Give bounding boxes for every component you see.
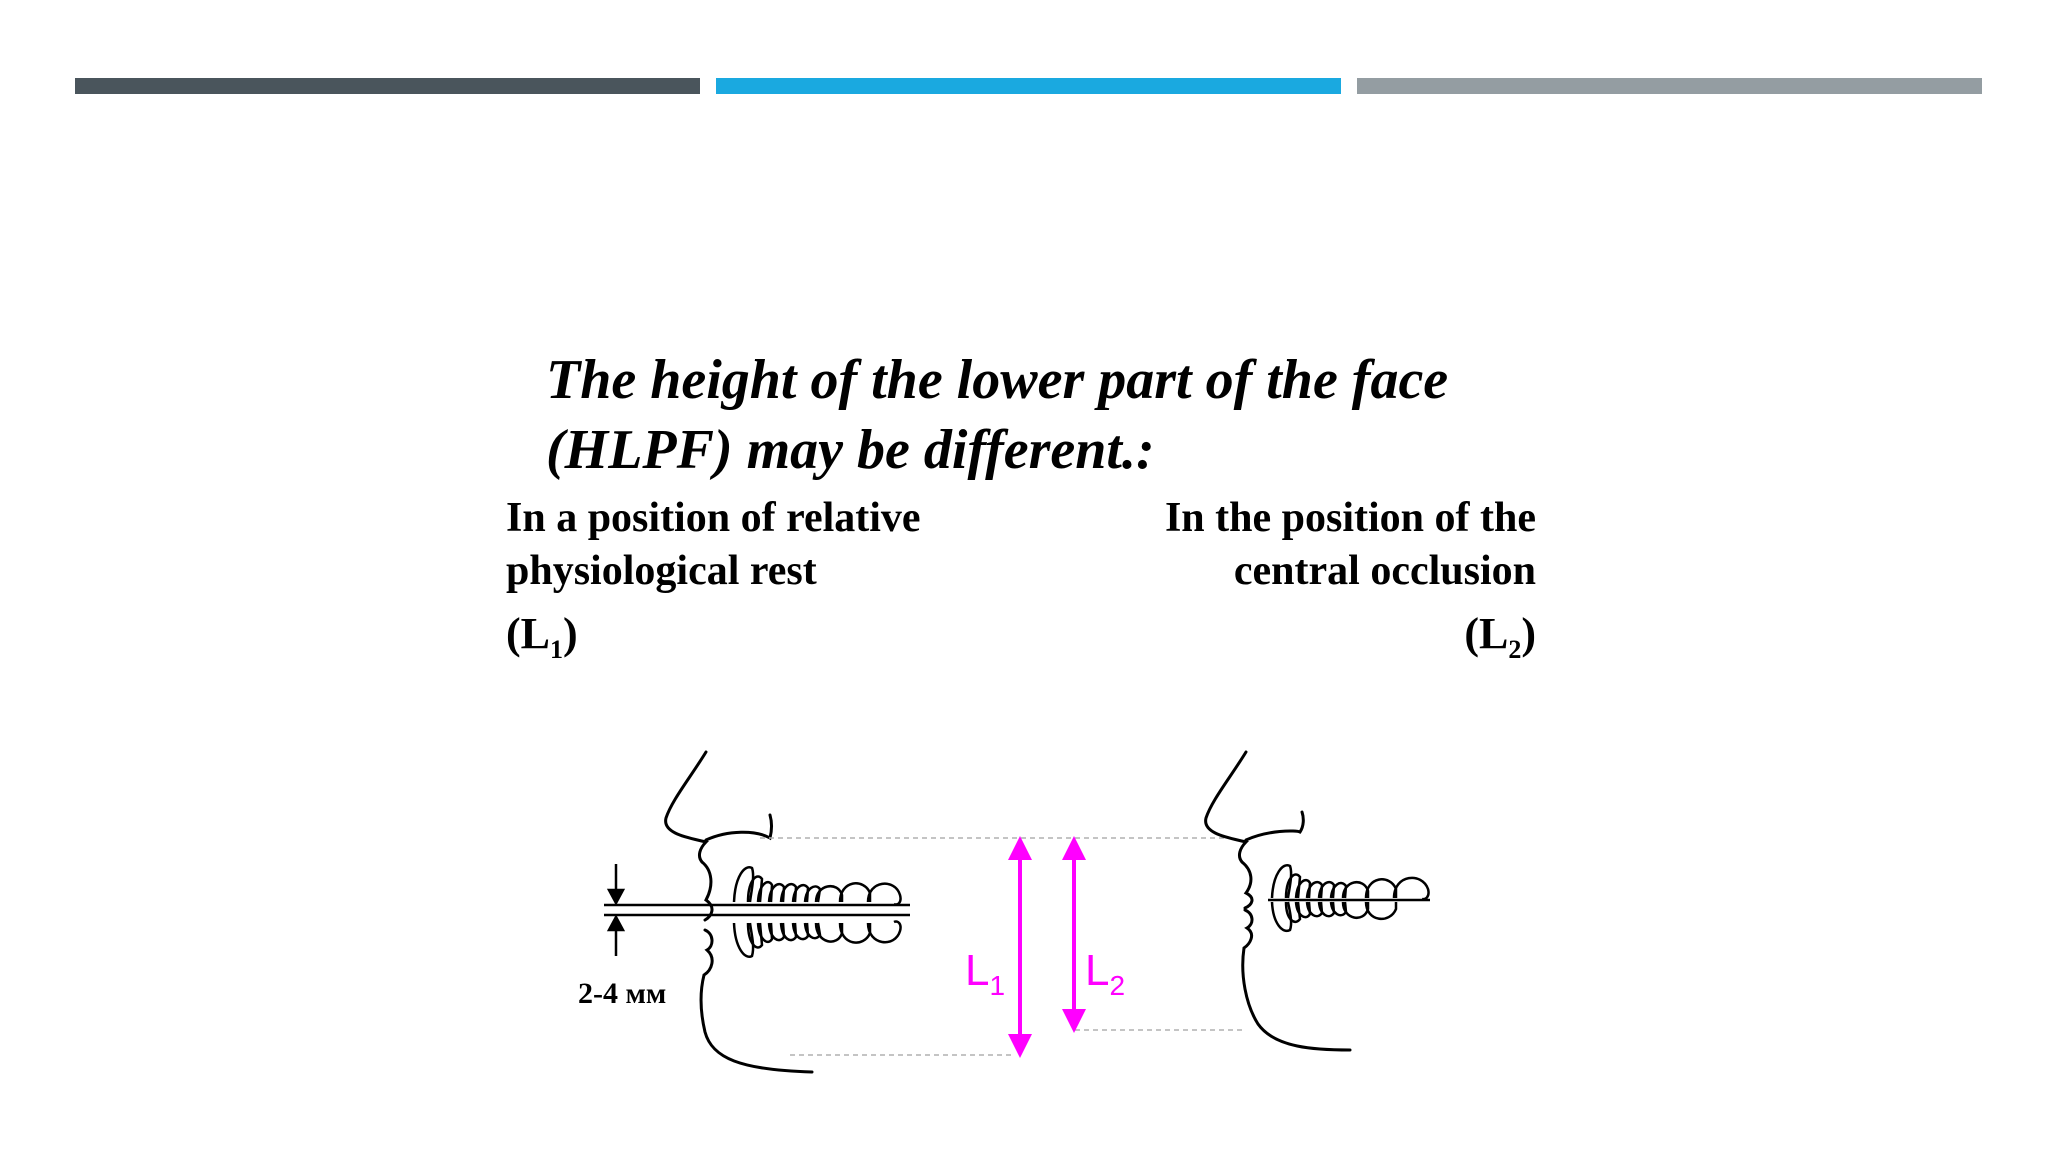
left-heading-line1: In a position of relative <box>506 495 921 541</box>
left-occlusal-gap-lines <box>604 905 910 915</box>
left-face-profile <box>666 752 812 1072</box>
l2-measure-letter: L <box>1085 946 1110 995</box>
l1-measure-label <box>965 946 1005 1001</box>
left-heading-line2: physiological rest <box>506 548 817 594</box>
gap-measure-arrows <box>609 864 623 956</box>
slide-title-line2: (HLPF) may be different.: <box>546 419 1155 481</box>
l1-measure-letter: L <box>965 946 990 995</box>
right-teeth <box>1268 865 1430 931</box>
l2-measure-index: 2 <box>1109 970 1126 1001</box>
gap-label: 2-4 мм <box>578 977 667 1010</box>
right-label: $(L_2)$ <box>1464 609 1536 664</box>
left-label: $(L_1)$ <box>506 609 578 664</box>
left-label-letter: L <box>520 609 551 658</box>
l1-measure-index: 1 <box>989 970 1006 1001</box>
slide-title-line1: The height of the lower part of the face <box>546 349 1449 411</box>
right-label-letter: L <box>1478 609 1509 658</box>
left-label-index: 1 <box>550 634 564 664</box>
right-heading-line2: central occlusion <box>1233 548 1536 594</box>
right-heading-line1: In the position of the <box>1164 495 1536 541</box>
reference-lines <box>760 838 1245 1055</box>
right-label-index: 2 <box>1508 634 1522 664</box>
left-teeth <box>734 867 901 957</box>
l2-measure-label <box>1085 946 1125 1001</box>
